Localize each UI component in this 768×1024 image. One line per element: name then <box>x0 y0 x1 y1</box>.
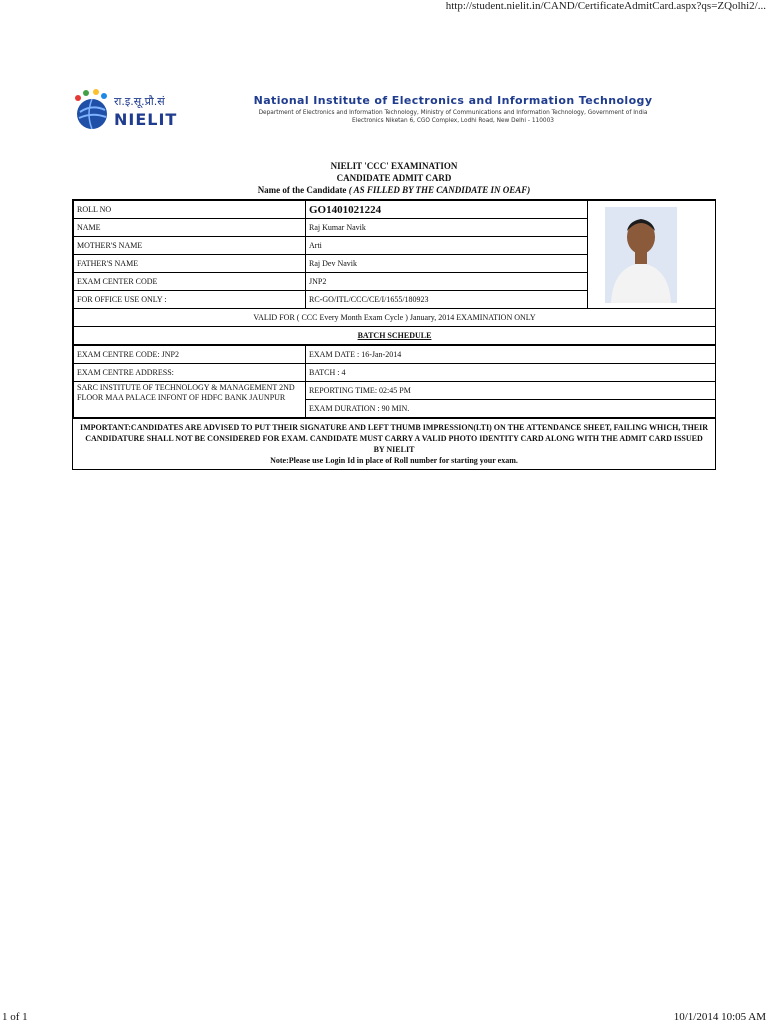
validity-text: VALID FOR ( CCC Every Month Exam Cycle ) January, 2014 EXAMINATION ONLY <box>74 309 716 327</box>
field-label-roll-no: ROLL NO <box>74 201 306 219</box>
candidate-details-table <box>73 200 716 345</box>
table-row <box>74 201 716 219</box>
organization-block <box>188 94 718 124</box>
logo-hindi-text: रा.इ.सू.प्रौ.सं <box>114 95 165 108</box>
batch-schedule-heading <box>74 327 716 345</box>
field-value-name: Raj Kumar Navik <box>306 219 588 237</box>
candidate-photo-image <box>605 207 677 303</box>
batch-schedule-table <box>73 345 716 418</box>
print-datetime: 10/1/2014 10:05 AM <box>673 1011 766 1023</box>
field-label-father-name: FATHER'S NAME <box>74 255 306 273</box>
organization-name: National Institute of Electronics and Information Technology <box>253 94 653 107</box>
field-value-roll-no: GO1401021224 <box>306 201 588 219</box>
important-notice <box>73 418 715 469</box>
photo-cell <box>588 201 716 309</box>
admit-card <box>72 199 716 470</box>
field-label-office-use: FOR OFFICE USE ONLY : <box>74 291 306 309</box>
table-row <box>74 382 716 400</box>
card-title: CANDIDATE ADMIT CARD <box>336 173 452 183</box>
nielit-logo <box>72 86 187 136</box>
print-url: http://student.nielit.in/CAND/CertificateAdmitCard.aspx?qs=ZQolhi2/... <box>445 0 766 12</box>
centre-code: EXAM CENTRE CODE: JNP2 <box>74 346 306 364</box>
logo-text: NIELIT <box>114 110 178 129</box>
card-titles <box>72 160 716 196</box>
table-row <box>74 309 716 327</box>
organization-department: Department of Electronics and Information Technology, Ministry of Communications and Information Technology, Government of India <box>258 110 648 116</box>
institute-header <box>72 86 722 136</box>
field-value-office-use: RC-GO/ITL/CCC/CE/I/1655/180923 <box>306 291 588 309</box>
organization-address: Electronics Niketan 6, CGO Complex, Lodhi Road, New Delhi - 110003 <box>352 118 554 124</box>
field-label-name: NAME <box>74 219 306 237</box>
table-row <box>74 346 716 364</box>
exam-date: EXAM DATE : 16-Jan-2014 <box>306 346 716 364</box>
page-count: 1 of 1 <box>2 1011 28 1023</box>
field-value-father-name: Raj Dev Navik <box>306 255 588 273</box>
table-row <box>74 327 716 345</box>
name-note-prefix: Name of the Candidate <box>257 185 347 195</box>
notice-note: Note:Please use Login Id in place of Roll number for starting your exam. <box>270 456 518 465</box>
candidate-name-note <box>72 184 716 196</box>
reporting-time: REPORTING TIME: 02:45 PM <box>306 382 716 400</box>
batch-heading-text: BATCH SCHEDULE <box>357 331 432 340</box>
exam-title: NIELIT 'CCC' EXAMINATION <box>330 161 458 171</box>
field-label-mother-name: MOTHER'S NAME <box>74 237 306 255</box>
field-value-exam-center-code: JNP2 <box>306 273 588 291</box>
candidate-photo <box>605 207 677 303</box>
globe-icon <box>72 86 116 134</box>
exam-duration: EXAM DURATION : 90 MIN. <box>306 400 716 418</box>
notice-text: IMPORTANT:CANDIDATES ARE ADVISED TO PUT THEIR SIGNATURE AND LEFT THUMB IMPRESSION(LTI) ON THE ATTENDANCE SHEET, FAILING WHICH, THEIR CANDIDATURE SHALL NOT BE CONSIDERED FOR EXAM. CANDIDATE MUST CARRY A VALID PHOTO IDENTITY CARD ALONG WITH THE ADMIT CARD ISSUED BY NIELIT <box>79 423 709 454</box>
field-label-exam-center-code: EXAM CENTER CODE <box>74 273 306 291</box>
field-value-mother-name: Arti <box>306 237 588 255</box>
centre-address-label: EXAM CENTRE ADDRESS: <box>74 364 306 382</box>
name-note-italic: ( AS FILLED BY THE CANDIDATE IN OEAF) <box>348 185 531 195</box>
centre-address: SARC INSTITUTE OF TECHNOLOGY & MANAGEMENT 2ND FLOOR MAA PALACE INFONT OF HDFC BANK JAUNPUR <box>74 382 306 418</box>
table-row <box>74 364 716 382</box>
batch-number: BATCH : 4 <box>306 364 716 382</box>
